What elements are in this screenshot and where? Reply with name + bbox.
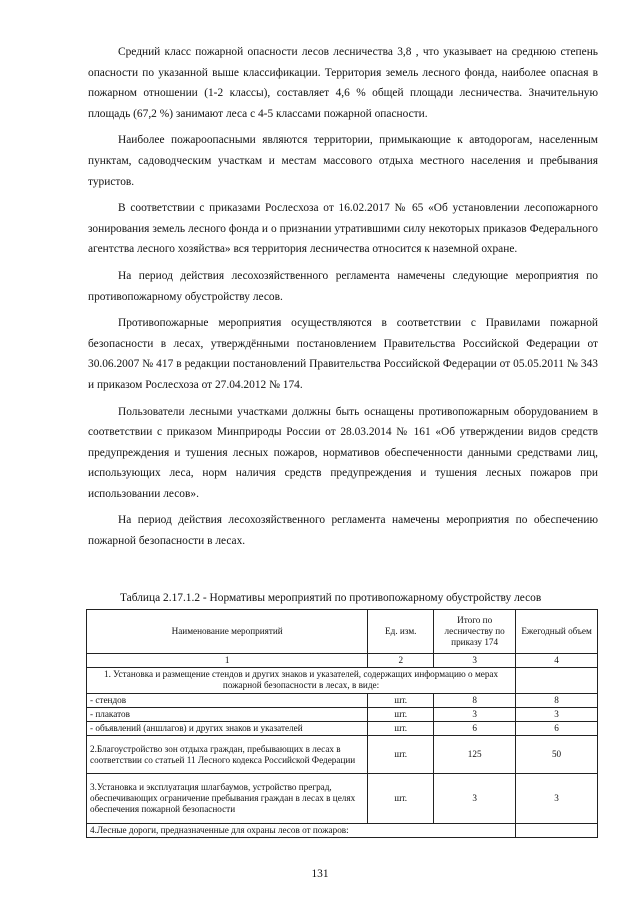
column-number: 4 bbox=[516, 654, 598, 668]
column-number: 2 bbox=[368, 654, 434, 668]
table-row bbox=[87, 774, 598, 824]
row-unit: шт. bbox=[368, 774, 434, 824]
row-annual: 3 bbox=[516, 707, 598, 721]
header-annual: Ежегодный объем bbox=[516, 610, 598, 654]
paragraph-fire-class: Средний класс пожарной опасности лесов лесничества 3,8 , что указывает на среднюю степень опасности по указанной выше классификации. Территория земель лесного фонда, наиболее опасная в пожарном отношении (1-2 классы), составляет 4,6 % общей площади лесничества. Значительную площадь (67,2 %) занимают леса с 4-5 классами пожарной опасности. bbox=[88, 46, 598, 120]
empty-cell bbox=[516, 668, 598, 693]
row-name: - плакатов bbox=[87, 707, 368, 721]
row-total: 8 bbox=[434, 693, 516, 707]
row-annual: 6 bbox=[516, 722, 598, 736]
row-unit: шт. bbox=[368, 722, 434, 736]
paragraph-planned-measures: На период действия лесохозяйственного регламента намечены следующие мероприятия по противопожарному обустройству лесов. bbox=[88, 269, 598, 303]
column-number: 1 bbox=[87, 654, 368, 668]
paragraph-safety-measures: На период действия лесохозяйственного регламента намечены мероприятия по обеспечению пожарной безопасности в лесах. bbox=[88, 514, 598, 548]
section-4-title: 4.Лесные дороги, предназначенные для охраны лесов от пожаров: bbox=[87, 824, 516, 838]
row-unit: шт. bbox=[368, 736, 434, 774]
row-total: 6 bbox=[434, 722, 516, 736]
column-number: 3 bbox=[434, 654, 516, 668]
table-row bbox=[87, 693, 598, 707]
header-name: Наименование мероприятий bbox=[87, 610, 368, 654]
table-row bbox=[87, 707, 598, 721]
row-unit: шт. bbox=[368, 693, 434, 707]
paragraph-zoning-order: В соответствии с приказами Рослесхоза от 16.02.2017 № 65 «Об установлении лесопожарного зонирования земель лесного фонда и о признании утратившими силу некоторых приказов Федерального агентства лесного хозяйства» вся территория лесничества относится к наземной охране. bbox=[88, 202, 598, 256]
row-unit: шт. bbox=[368, 707, 434, 721]
row-name: 3.Установка и эксплуатация шлагбаумов, устройство преград, обеспечивающих ограничение пребывания граждан в лесах в целях обеспечения пожарной безопасности bbox=[87, 774, 368, 824]
paragraph-dangerous-areas: Наиболее пожароопасными являются территории, примыкающие к автодорогам, населенным пунктам, садоводческим участкам и местам массового отдыха местного населения и пребывания туристов. bbox=[88, 134, 598, 188]
empty-cell bbox=[516, 824, 598, 838]
row-total: 125 bbox=[434, 736, 516, 774]
header-total: Итого по лесничеству по приказу 174 bbox=[434, 610, 516, 654]
table-header-row bbox=[87, 610, 598, 654]
row-name: - объявлений (аншлагов) и других знаков и указателей bbox=[87, 722, 368, 736]
row-annual: 50 bbox=[516, 736, 598, 774]
section-1-title: 1. Установка и размещение стендов и других знаков и указателей, содержащих информацию о мерах пожарной безопасности в лесах, в виде: bbox=[87, 668, 516, 693]
row-total: 3 bbox=[434, 774, 516, 824]
section-row bbox=[87, 668, 598, 693]
paragraph-equipment: Пользователи лесными участками должны быть оснащены противопожарным оборудованием в соответствии с приказом Минприроды России от 28.03.2014 № 161 «Об утверждении видов средств предупреждения и тушения лесных пожаров, нормативов обеспеченности данными средствами лиц, использующих леса, норм наличия средств предупреждения и тушения лесных пожаров при использовании лесов». bbox=[88, 405, 598, 500]
table-caption: Таблица 2.17.1.2 - Нормативы мероприятий по противопожарному обустройству лесов bbox=[120, 592, 542, 604]
column-number-row bbox=[87, 654, 598, 668]
section-row bbox=[87, 824, 598, 838]
table-row bbox=[87, 722, 598, 736]
body-text bbox=[88, 42, 598, 558]
table-row bbox=[87, 736, 598, 774]
row-total: 3 bbox=[434, 707, 516, 721]
page-number: 131 bbox=[311, 868, 329, 880]
row-name: 2.Благоустройство зон отдыха граждан, пребывающих в лесах в соответствии со статьей 11 Лесного кодекса Российской Федерации bbox=[87, 736, 368, 774]
norms-table bbox=[86, 609, 598, 838]
row-annual: 8 bbox=[516, 693, 598, 707]
row-name: - стендов bbox=[87, 693, 368, 707]
paragraph-fire-rules: Противопожарные мероприятия осуществляются в соответствии с Правилами пожарной безопасности в лесах, утверждёнными постановлением Правительства Российской Федерации от 30.06.2007 № 417 в редакции постановлений Правительства Российской Федерации от 05.05.2011 № 343 и приказом Рослесхоза от 27.04.2012 № 174. bbox=[88, 317, 598, 391]
row-annual: 3 bbox=[516, 774, 598, 824]
header-unit: Ед. изм. bbox=[368, 610, 434, 654]
